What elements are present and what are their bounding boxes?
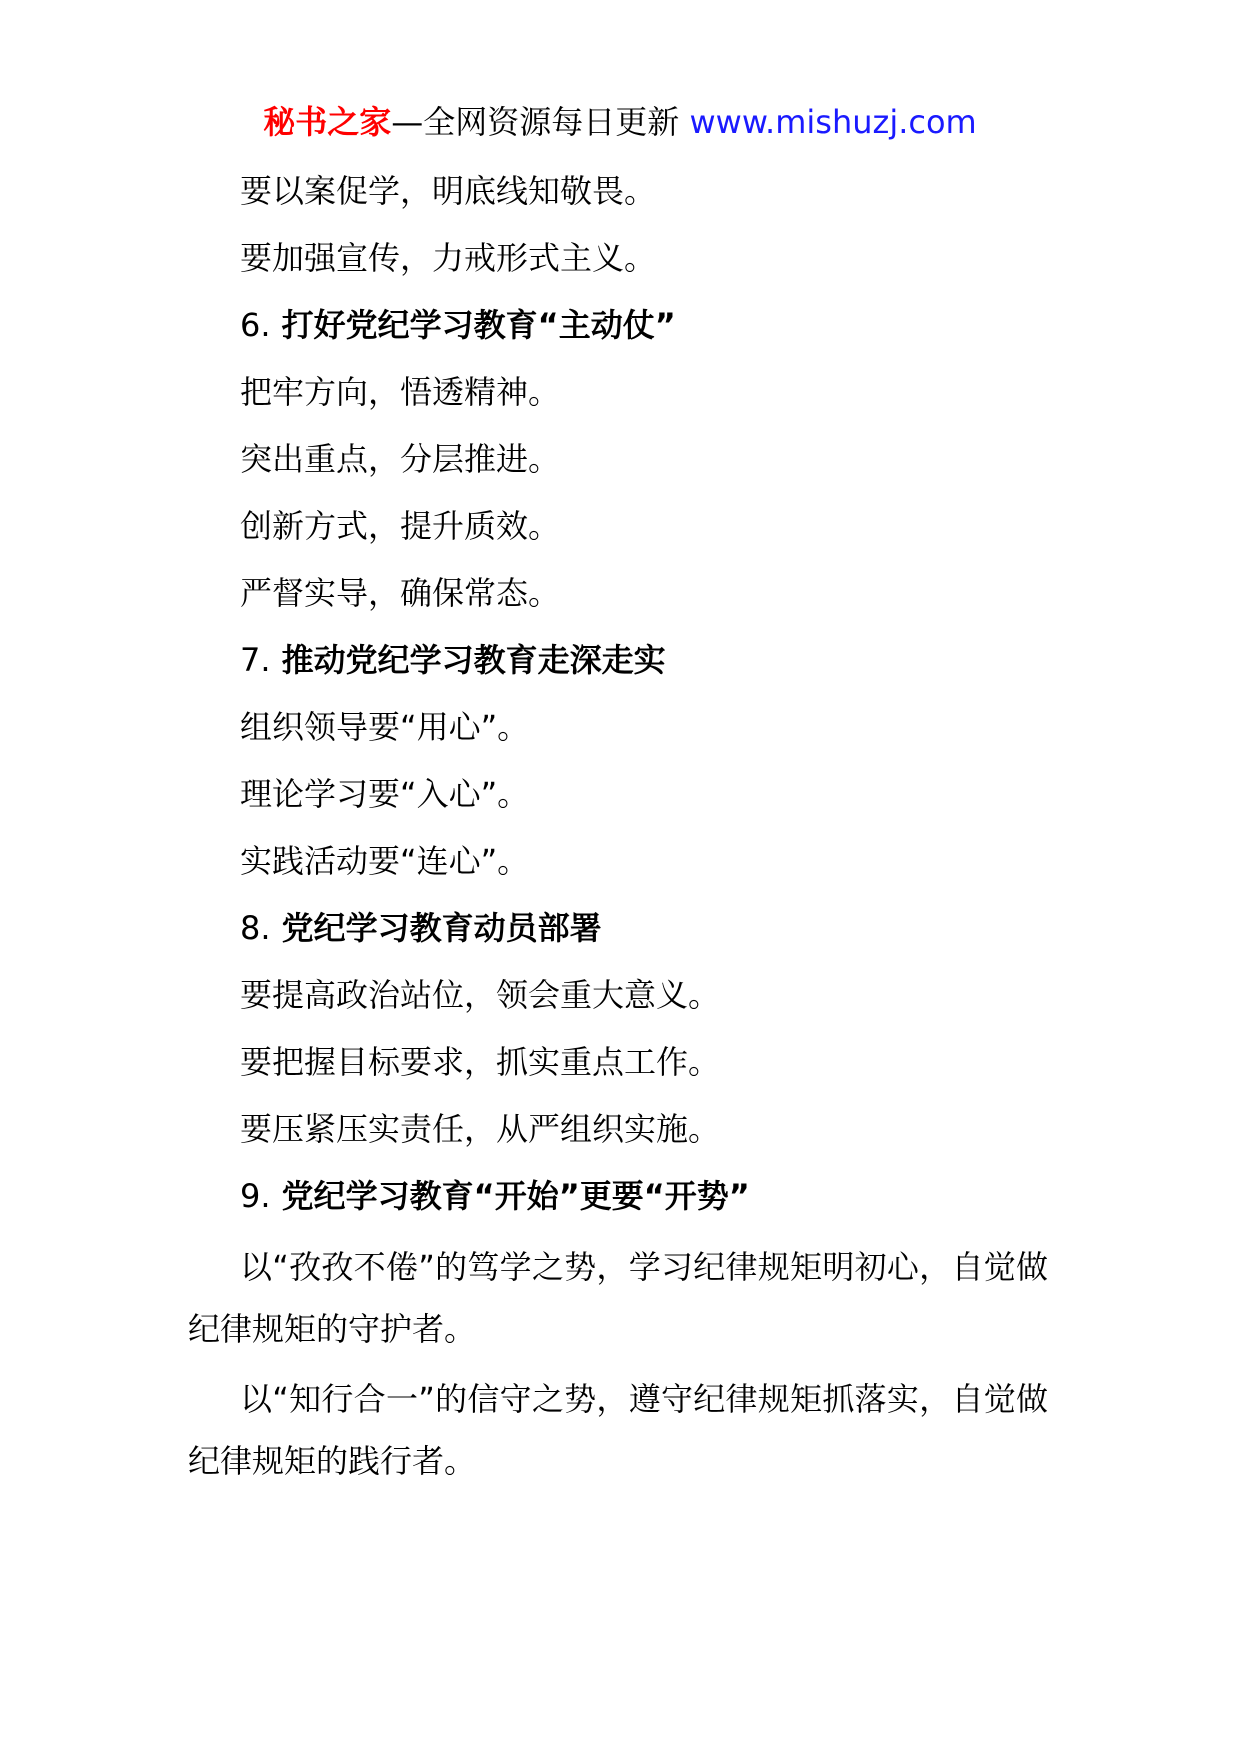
list-item: 严督实导，确保常态。 bbox=[240, 574, 561, 612]
page-header bbox=[0, 100, 1240, 144]
header-url: www.mishuzj.com bbox=[689, 103, 977, 141]
section-number: 7. bbox=[240, 641, 271, 679]
list-item: 把牢方向，悟透精神。 bbox=[240, 373, 561, 411]
section-number: 6. bbox=[240, 306, 271, 344]
body-paragraph: 以“知行合一”的信守之势，遵守纪律规矩抓落实，自觉做纪律规矩的践行者。 bbox=[188, 1380, 1048, 1480]
list-item: 要加强宣传，力戒形式主义。 bbox=[240, 239, 657, 277]
section-heading bbox=[188, 1163, 1048, 1230]
document-body bbox=[188, 158, 1048, 1492]
header-tagline: —全网资源每日更新 bbox=[391, 103, 680, 141]
body-paragraph: 以“孜孜不倦”的笃学之势，学习纪律规矩明初心，自觉做纪律规矩的守护者。 bbox=[188, 1248, 1048, 1348]
section-heading bbox=[188, 292, 1048, 359]
section-title: 打好党纪学习教育“主动仗” bbox=[281, 306, 676, 344]
list-item: 理论学习要“入心”。 bbox=[240, 775, 530, 813]
list-item: 要以案促学，明底线知敬畏。 bbox=[240, 172, 657, 210]
list-item: 要提高政治站位，领会重大意义。 bbox=[240, 976, 721, 1014]
list-item: 突出重点，分层推进。 bbox=[240, 440, 561, 478]
section-number: 8. bbox=[240, 909, 271, 947]
list-item: 组织领导要“用心”。 bbox=[240, 708, 530, 746]
header-brand: 秘书之家 bbox=[263, 103, 392, 141]
section-title: 党纪学习教育动员部署 bbox=[281, 909, 602, 947]
list-item: 要把握目标要求，抓实重点工作。 bbox=[240, 1043, 721, 1081]
section-heading bbox=[188, 895, 1048, 962]
section-heading bbox=[188, 627, 1048, 694]
list-item: 创新方式，提升质效。 bbox=[240, 507, 561, 545]
list-item: 实践活动要“连心”。 bbox=[240, 842, 530, 880]
section-number: 9. bbox=[240, 1177, 271, 1215]
list-item: 要压紧压实责任，从严组织实施。 bbox=[240, 1110, 721, 1148]
section-title: 推动党纪学习教育走深走实 bbox=[281, 641, 666, 679]
section-title: 党纪学习教育“开始”更要“开势” bbox=[281, 1177, 750, 1215]
